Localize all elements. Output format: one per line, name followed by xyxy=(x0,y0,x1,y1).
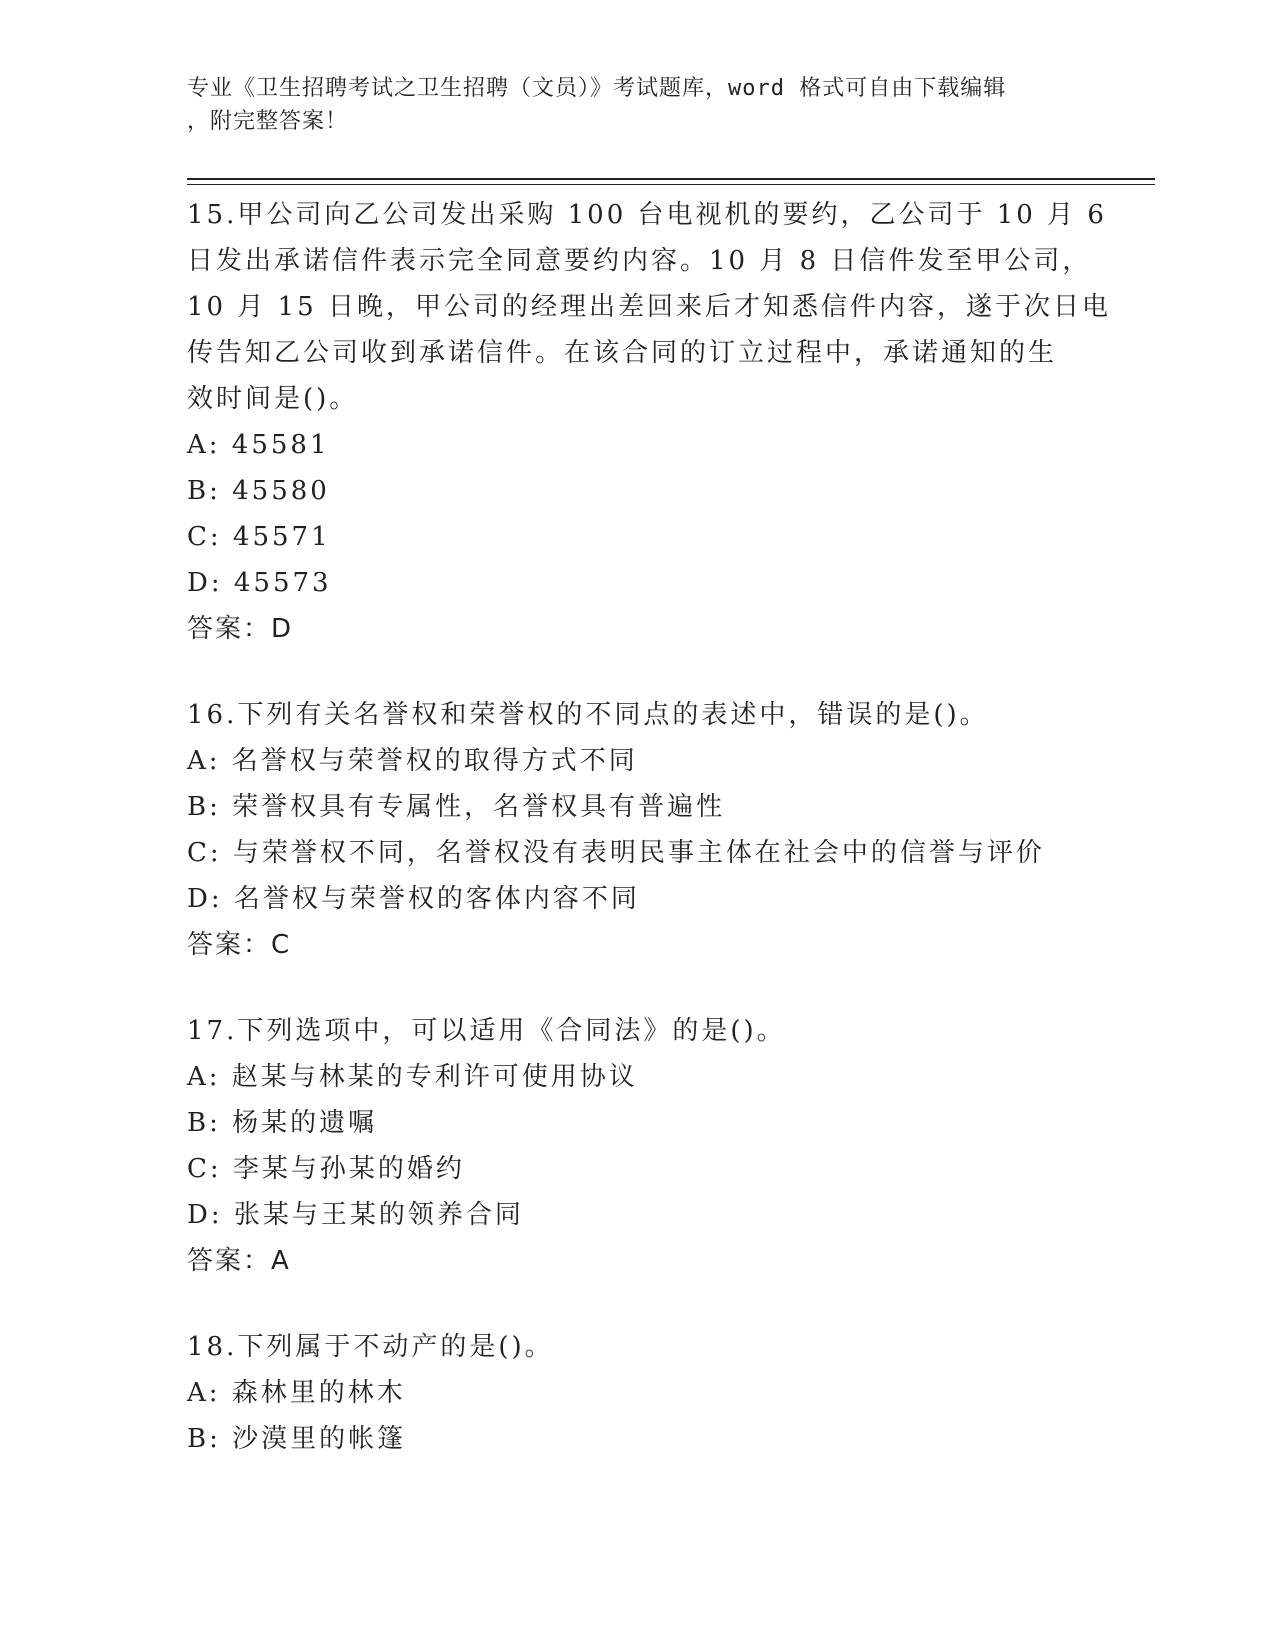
question-text-line: 15.甲公司向乙公司发出采购 100 台电视机的要约，乙公司于 10 月 6 xyxy=(187,200,1107,230)
option-d: D: 45573 xyxy=(187,568,332,598)
option-c: C: 李某与孙某的婚约 xyxy=(187,1154,465,1184)
option-d: D: 名誉权与荣誉权的客体内容不同 xyxy=(187,884,640,914)
answer-line: 答案：A xyxy=(187,1246,291,1276)
option-d: D: 张某与王某的领养合同 xyxy=(187,1200,524,1230)
document-header xyxy=(187,72,1087,138)
question-16 xyxy=(187,692,1087,968)
header-line-1: 专业《卫生招聘考试之卫生招聘（文员）》考试题库，word 格式可自由下载编辑 xyxy=(187,76,1007,101)
header-divider-thin xyxy=(187,184,1155,185)
question-list xyxy=(187,192,1111,1502)
option-b: B: 荣誉权具有专属性，名誉权具有普遍性 xyxy=(187,792,726,822)
option-c: C: 与荣誉权不同，名誉权没有表明民事主体在社会中的信誉与评价 xyxy=(187,838,1045,868)
option-b: B: 杨某的遗嘱 xyxy=(187,1108,378,1138)
question-text-line: 传告知乙公司收到承诺信件。在该合同的订立过程中，承诺通知的生 xyxy=(187,338,1058,368)
option-c: C: 45571 xyxy=(187,522,331,552)
answer-line: 答案：D xyxy=(187,614,294,644)
question-17 xyxy=(187,1008,1087,1284)
question-15 xyxy=(187,192,1111,652)
question-text-line: 18.下列属于不动产的是()。 xyxy=(187,1332,554,1362)
option-b: B: 沙漠里的帐篷 xyxy=(187,1424,407,1454)
answer-line: 答案：C xyxy=(187,930,292,960)
question-text-line: 效时间是()。 xyxy=(187,384,359,414)
question-18 xyxy=(187,1324,1087,1462)
option-b: B: 45580 xyxy=(187,476,330,506)
question-text-line: 16.下列有关名誉权和荣誉权的不同点的表述中，错误的是()。 xyxy=(187,700,989,730)
header-line-2: ，附完整答案！ xyxy=(187,109,349,134)
option-a: A: 45581 xyxy=(187,430,330,460)
question-text-line: 17.下列选项中，可以适用《合同法》的是()。 xyxy=(187,1016,786,1046)
question-text-line: 日发出承诺信件表示完全同意要约内容。10 月 8 日信件发至甲公司， xyxy=(187,246,1092,276)
header-divider-thick xyxy=(187,178,1155,180)
question-text-line: 10 月 15 日晚，甲公司的经理出差回来后才知悉信件内容，遂于次日电 xyxy=(187,292,1111,322)
option-a: A: 赵某与林某的专利许可使用协议 xyxy=(187,1062,638,1092)
option-a: A: 森林里的林木 xyxy=(187,1378,406,1408)
option-a: A: 名誉权与荣誉权的取得方式不同 xyxy=(187,746,638,776)
